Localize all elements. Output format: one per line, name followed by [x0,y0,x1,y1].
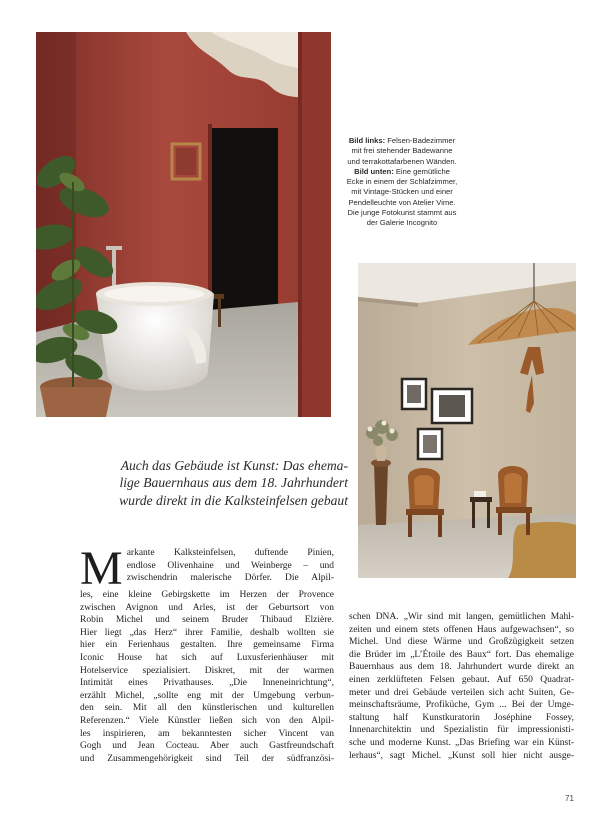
pull-quote-line: wurde direkt in die Kalksteinfelsen gebaut [119,492,348,508]
body-line: Referenzen.“ Viele Künstler ließen sich von den Alpil- [80,715,334,726]
body-line: meter und drei Gebäude verteilen sich acht Suiten, Ge- [349,687,574,698]
body-line: Iconic House hat sich auf Luxusferienhäuser mit [80,652,334,663]
body-line: zwischen Avignon und Arles, ist der Geburtsort von [80,602,334,613]
body-column-right [349,611,574,762]
photo-caption [346,136,458,229]
bedroom-photo [358,263,576,578]
caption-text-left: Felsen-Badezimmer mit frei stehender Badewanne und terrakottafarbenen Wänden. [347,136,457,166]
page-number: 71 [565,794,574,803]
caption-label-below: Bild unten: [354,166,394,176]
body-line: les, eine kleine Gebirgskette im Herzen der Provence [80,590,334,600]
drop-cap: M [80,542,123,595]
pull-quote-line: lige Bauernhaus aus dem 18. Jahrhundert [119,475,348,491]
body-line: Robin Michel und seinem Bruder Thibaud Elzière. [80,615,334,626]
body-line: Bauernhaus aus dem 18. Jahrhundert wurde direkt an [349,662,574,673]
body-line: Innenarchitektin und Spezialistin für impressionisti- [349,725,574,736]
body-line: hier ein Ferienhaus gestalten. Ihre gemeinsame Firma [80,640,334,651]
body-line: und Zusammengehörigkeit sind Teil der südfranzösi- [80,753,334,764]
pull-quote-line: Auch das Gebäude ist Kunst: Das ehema- [120,458,348,473]
body-line: erzählt Michel, „sollte eng mit der Umgebung verbun- [80,690,334,701]
body-line: endlose Olivenhaine und Weinberge – und [126,560,334,571]
body-line: sche und moderne Kunst. „Das Briefing war ein Künst- [349,737,574,748]
body-line: einen zerklüfteten Felsen gebaut. Auf 650 Quadrat- [349,674,574,685]
body-column-left [80,542,334,765]
body-line: Hotelservice spezialisiert. Diskret, mit der warmen [80,665,334,676]
body-line: Michel. Und diese Wärme und Großzügigkeit setzen [349,637,574,648]
body-line: den sein. Mit all den künstlerischen und kulturellen [80,703,334,714]
bathroom-photo [36,32,331,417]
body-line: meinschaftsräume, Profiküche, Gym ... Bei der Umge- [349,700,574,711]
body-line: schen DNA. „Wir sind mit langen, gemütlichen Mahl- [349,612,574,622]
caption-text-below: Eine gemütliche Ecke in einem der Schlafzimmer, mit Vintage-Stücken und einer Pendelleuchte von Atelier Vime. Die junge Fotokunst stammt aus der Galerie Incognito [346,166,458,228]
body-line: Gogh und Jean Cocteau. Aber auch Gastfreundschaft [80,741,334,752]
body-line: die Brüder im „L’Étoile des Baux“ fort. Das ehemalige [349,649,574,660]
body-line: Hier liegt „das Herz“ ihrer Familie, deshalb wollten sie [80,627,334,638]
pull-quote [90,457,348,509]
body-line: Intimität eines Privathauses. „Die Inneneinrichtung“, [80,678,334,689]
caption-label-left: Bild links: [348,136,386,145]
body-line: arkante Kalksteinfelsen, duftende Pinien, [126,548,334,558]
body-line: les inspirieren, am bekanntesten sicher Vincent van [80,728,334,739]
body-line: staltung half Kunstkuratorin Joséphine Fossey, [349,712,574,723]
body-line: zwischendrin malerische Dörfer. Die Alpil- [126,573,334,584]
body-line: zeiten und einem stets offenen Haus aufgewachsen“, so [349,624,574,635]
body-line: lerhaus“, sagt Michel. „Kunst soll hier nicht ausge- [349,750,574,761]
